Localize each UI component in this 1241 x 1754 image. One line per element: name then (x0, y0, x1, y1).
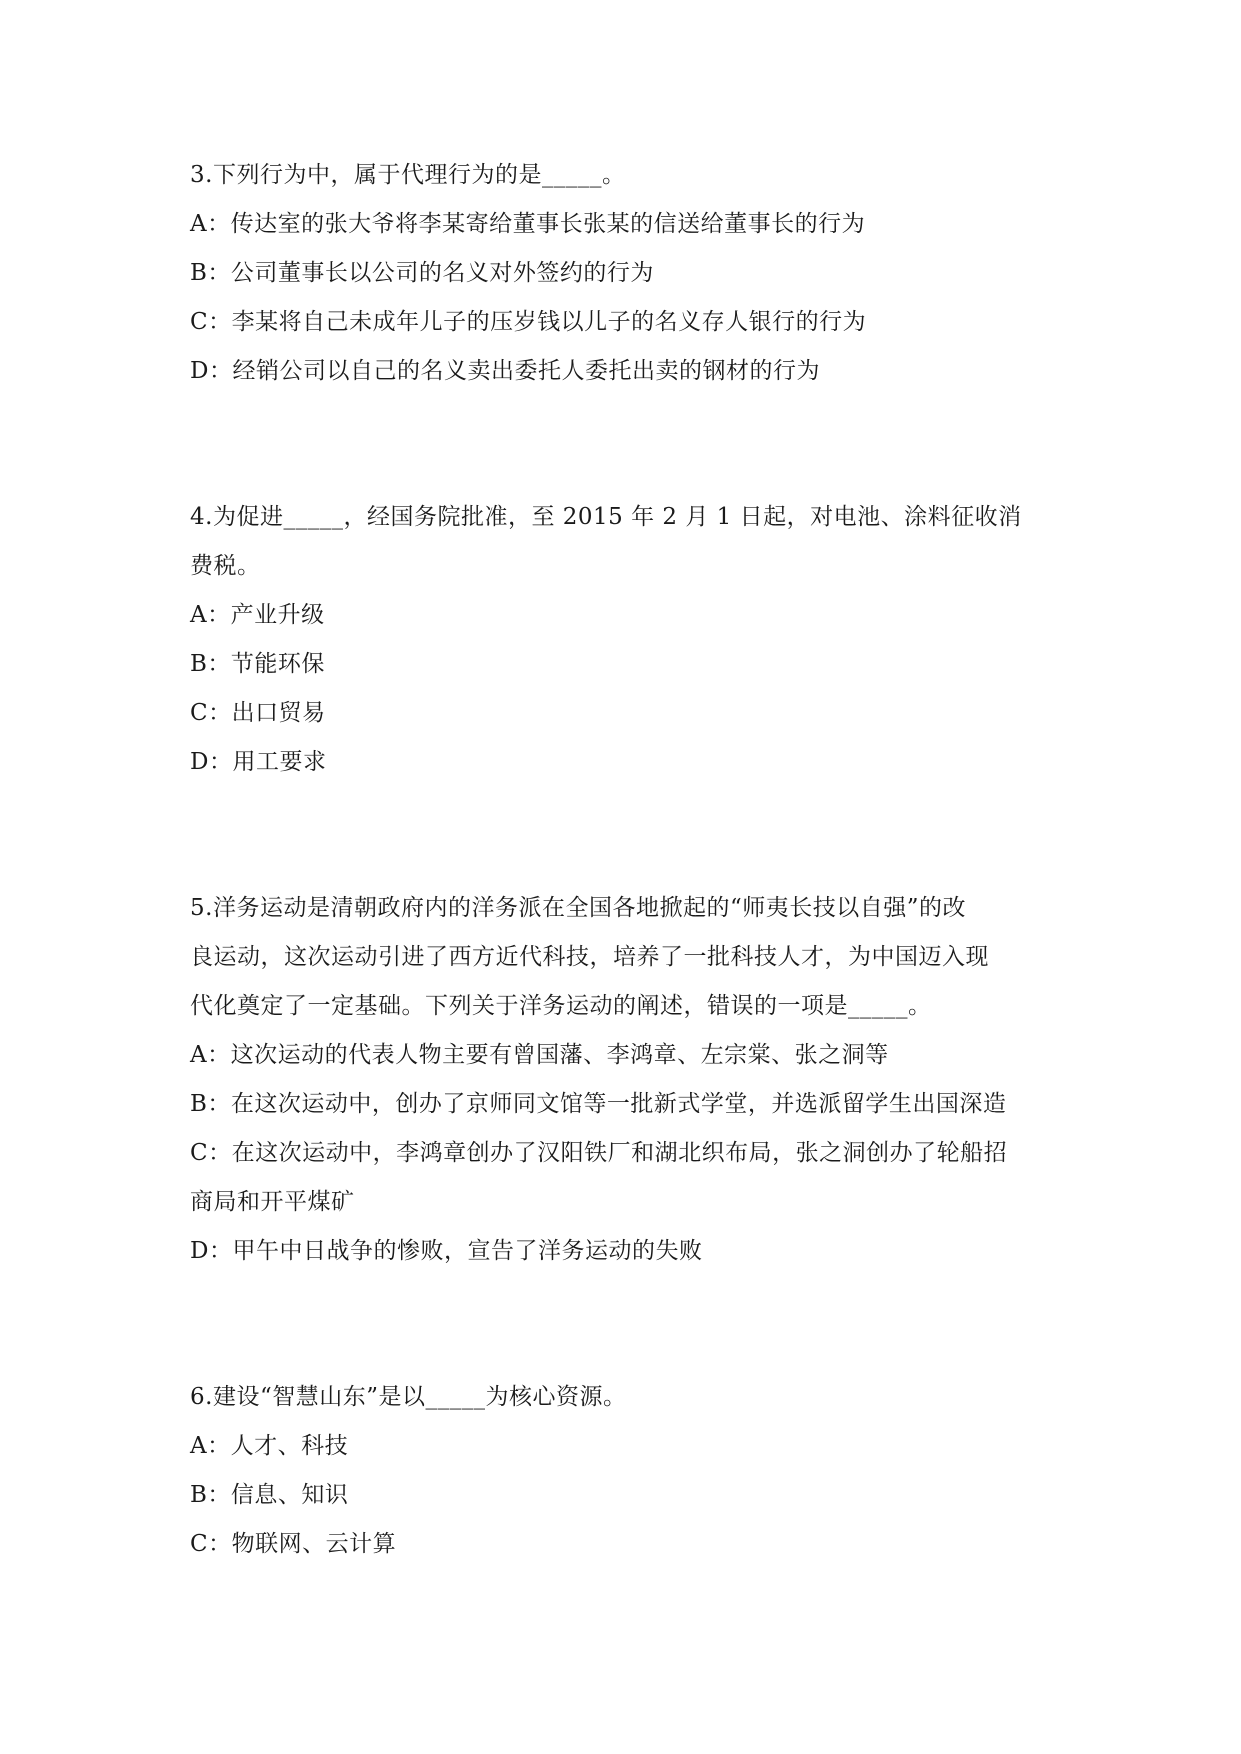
question-4-option-b: B：节能环保 (190, 651, 325, 677)
question-5-stem: 5.洋务运动是清朝政府内的洋务派在全国各地掀起的“师夷长技以自强”的改 (190, 895, 966, 921)
question-3-option-b: B：公司董事长以公司的名义对外签约的行为 (190, 260, 654, 286)
question-6-option-a: A：人才、科技 (190, 1433, 349, 1459)
question-3-option-c: C：李某将自己未成年儿子的压岁钱以儿子的名义存人银行的行为 (190, 309, 867, 335)
question-4-stem: 4.为促进_____，经国务院批准，至 2015 年 2 月 1 日起，对电池、涂料征收消 (190, 504, 1022, 530)
question-5-option-c: C：在这次运动中，李鸿章创办了汉阳铁厂和湖北织布局，张之洞创办了轮船招 (190, 1140, 1008, 1166)
question-3-stem: 3.下列行为中，属于代理行为的是_____。 (190, 162, 626, 188)
question-6-option-c: C：物联网、云计算 (190, 1531, 397, 1557)
question-4-stem-cont: 费税。 (190, 553, 261, 579)
question-4-option-a: A：产业升级 (190, 602, 325, 628)
question-5-option-a: A：这次运动的代表人物主要有曾国藩、李鸿章、左宗棠、张之洞等 (190, 1042, 889, 1068)
question-3-option-d: D：经销公司以自己的名义卖出委托人委托出卖的钢材的行为 (190, 358, 820, 384)
question-5-stem-cont-1: 良运动，这次运动引进了西方近代科技，培养了一批科技人才，为中国迈入现 (190, 944, 989, 970)
question-6-stem: 6.建设“智慧山东”是以_____为核心资源。 (190, 1384, 627, 1410)
question-4-option-c: C：出口贸易 (190, 700, 326, 726)
question-5-stem-cont-2: 代化奠定了一定基础。下列关于洋务运动的阐述，错误的一项是_____。 (190, 993, 932, 1019)
question-5-option-d: D：甲午中日战争的惨败，宣告了洋务运动的失败 (190, 1238, 703, 1264)
question-6-option-b: B：信息、知识 (190, 1482, 349, 1508)
question-4-option-d: D：用工要求 (190, 749, 327, 775)
question-5-option-c-cont: 商局和开平煤矿 (190, 1189, 355, 1215)
question-3-option-a: A：传达室的张大爷将李某寄给董事长张某的信送给董事长的行为 (190, 211, 866, 237)
question-5-option-b: B：在这次运动中，创办了京师同文馆等一批新式学堂，并选派留学生出国深造 (190, 1091, 1007, 1117)
